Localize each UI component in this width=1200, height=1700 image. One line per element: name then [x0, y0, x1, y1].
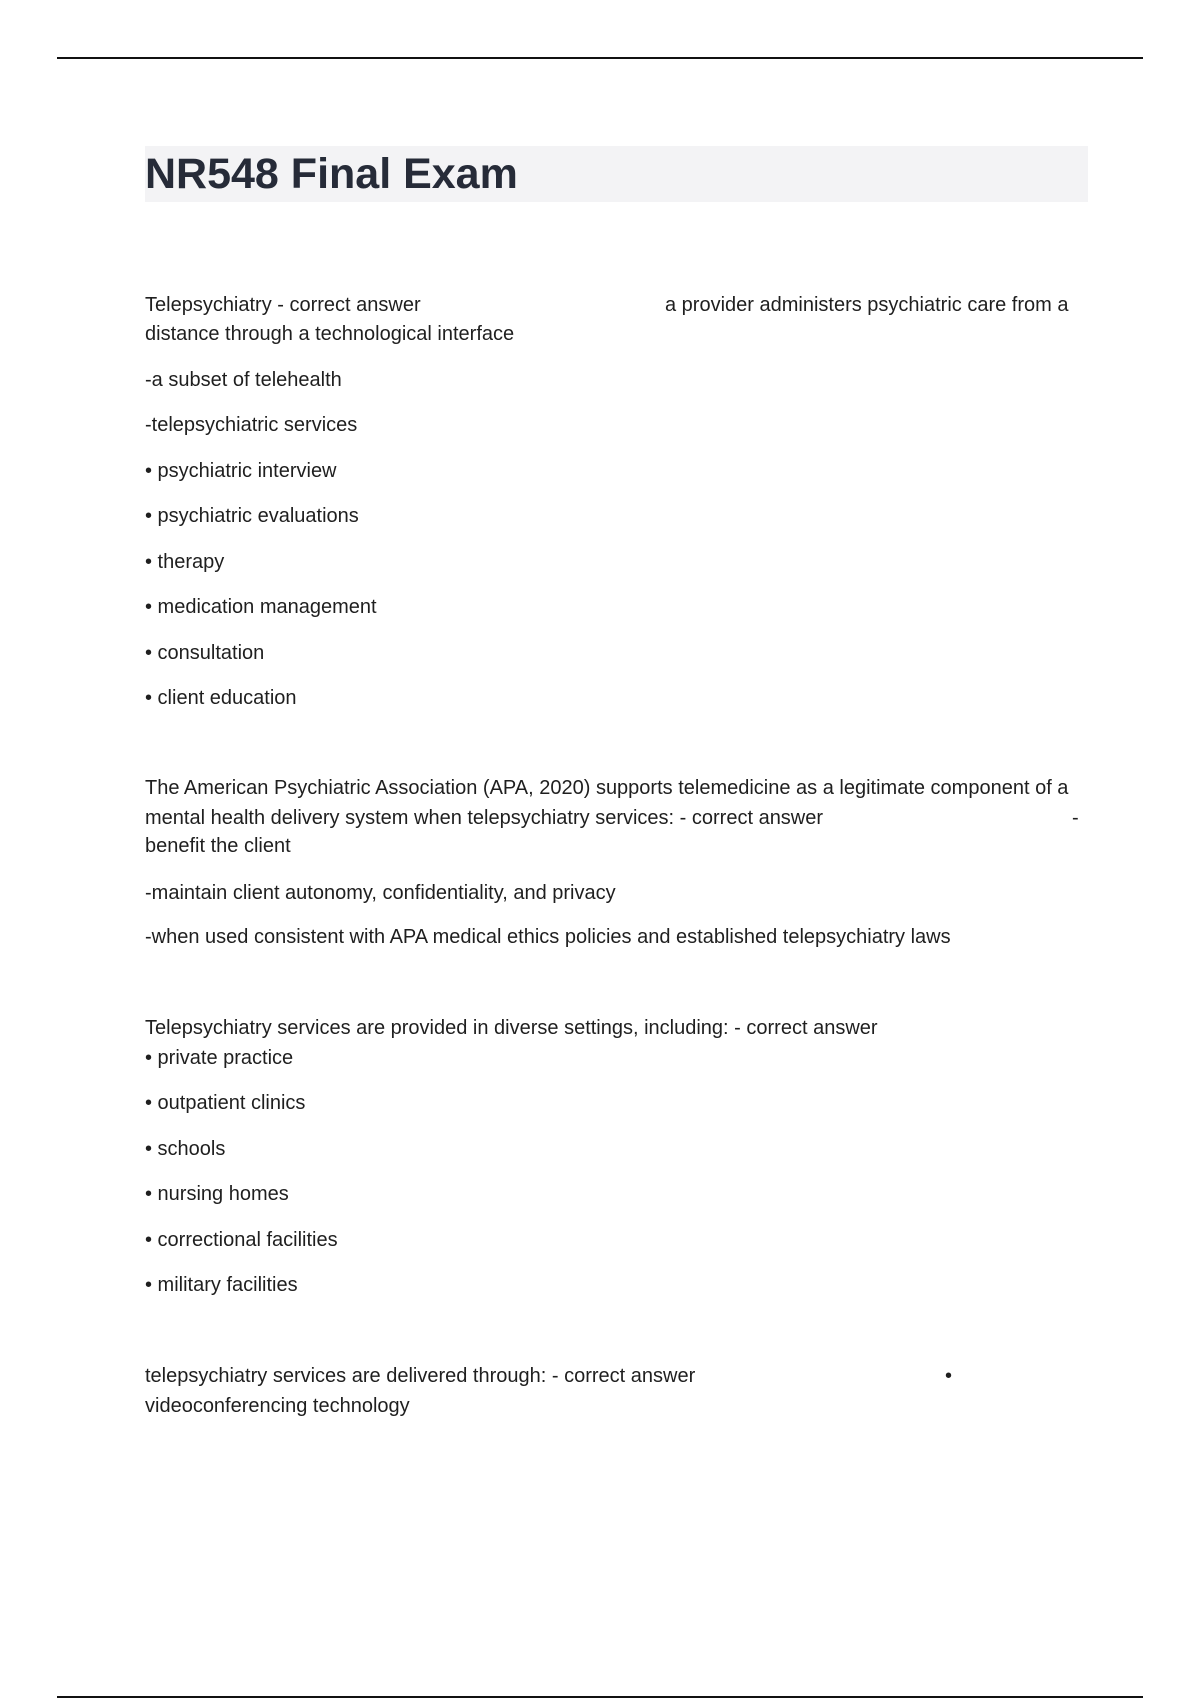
list-item: • therapy	[145, 551, 225, 573]
q4-bullet: •	[945, 1365, 953, 1387]
list-item: • private practice	[145, 1047, 294, 1069]
list-item: • consultation	[145, 642, 265, 664]
q2-answer-dash: -	[1072, 807, 1079, 829]
q4-answer: videoconferencing technology	[145, 1395, 410, 1417]
q3-question: Telepsychiatry services are provided in diverse settings, including: - correct answer	[145, 1017, 878, 1039]
top-rule	[57, 57, 1143, 59]
q1-answer-cont: distance through a technological interface	[145, 323, 515, 345]
page-title: NR548 Final Exam	[145, 150, 518, 198]
q4-question: telepsychiatry services are delivered through: - correct answer	[145, 1365, 696, 1387]
list-item: • nursing homes	[145, 1183, 289, 1205]
q2-question-line1: The American Psychiatric Association (APA, 2020) supports telemedicine as a legitimate component of a	[145, 777, 1069, 799]
list-item: -when used consistent with APA medical ethics policies and established telepsychiatry laws	[145, 926, 951, 948]
q2-answer-line3: benefit the client	[145, 835, 291, 857]
q1-answer-start: a provider administers psychiatric care from a	[665, 294, 1069, 316]
list-item: • medication management	[145, 596, 377, 618]
list-item: • outpatient clinics	[145, 1092, 306, 1114]
list-item: -telepsychiatric services	[145, 414, 358, 436]
list-item: • schools	[145, 1138, 226, 1160]
q1-question: Telepsychiatry - correct answer	[145, 294, 421, 316]
bottom-rule	[57, 1696, 1143, 1698]
list-item: • correctional facilities	[145, 1229, 338, 1251]
list-item: • psychiatric interview	[145, 460, 337, 482]
q2-question-line2: mental health delivery system when telepsychiatry services: - correct answer	[145, 807, 824, 829]
list-item: • military facilities	[145, 1274, 298, 1296]
list-item: -a subset of telehealth	[145, 369, 342, 391]
list-item: • psychiatric evaluations	[145, 505, 359, 527]
list-item: • client education	[145, 687, 297, 709]
list-item: -maintain client autonomy, confidentiality, and privacy	[145, 882, 616, 904]
